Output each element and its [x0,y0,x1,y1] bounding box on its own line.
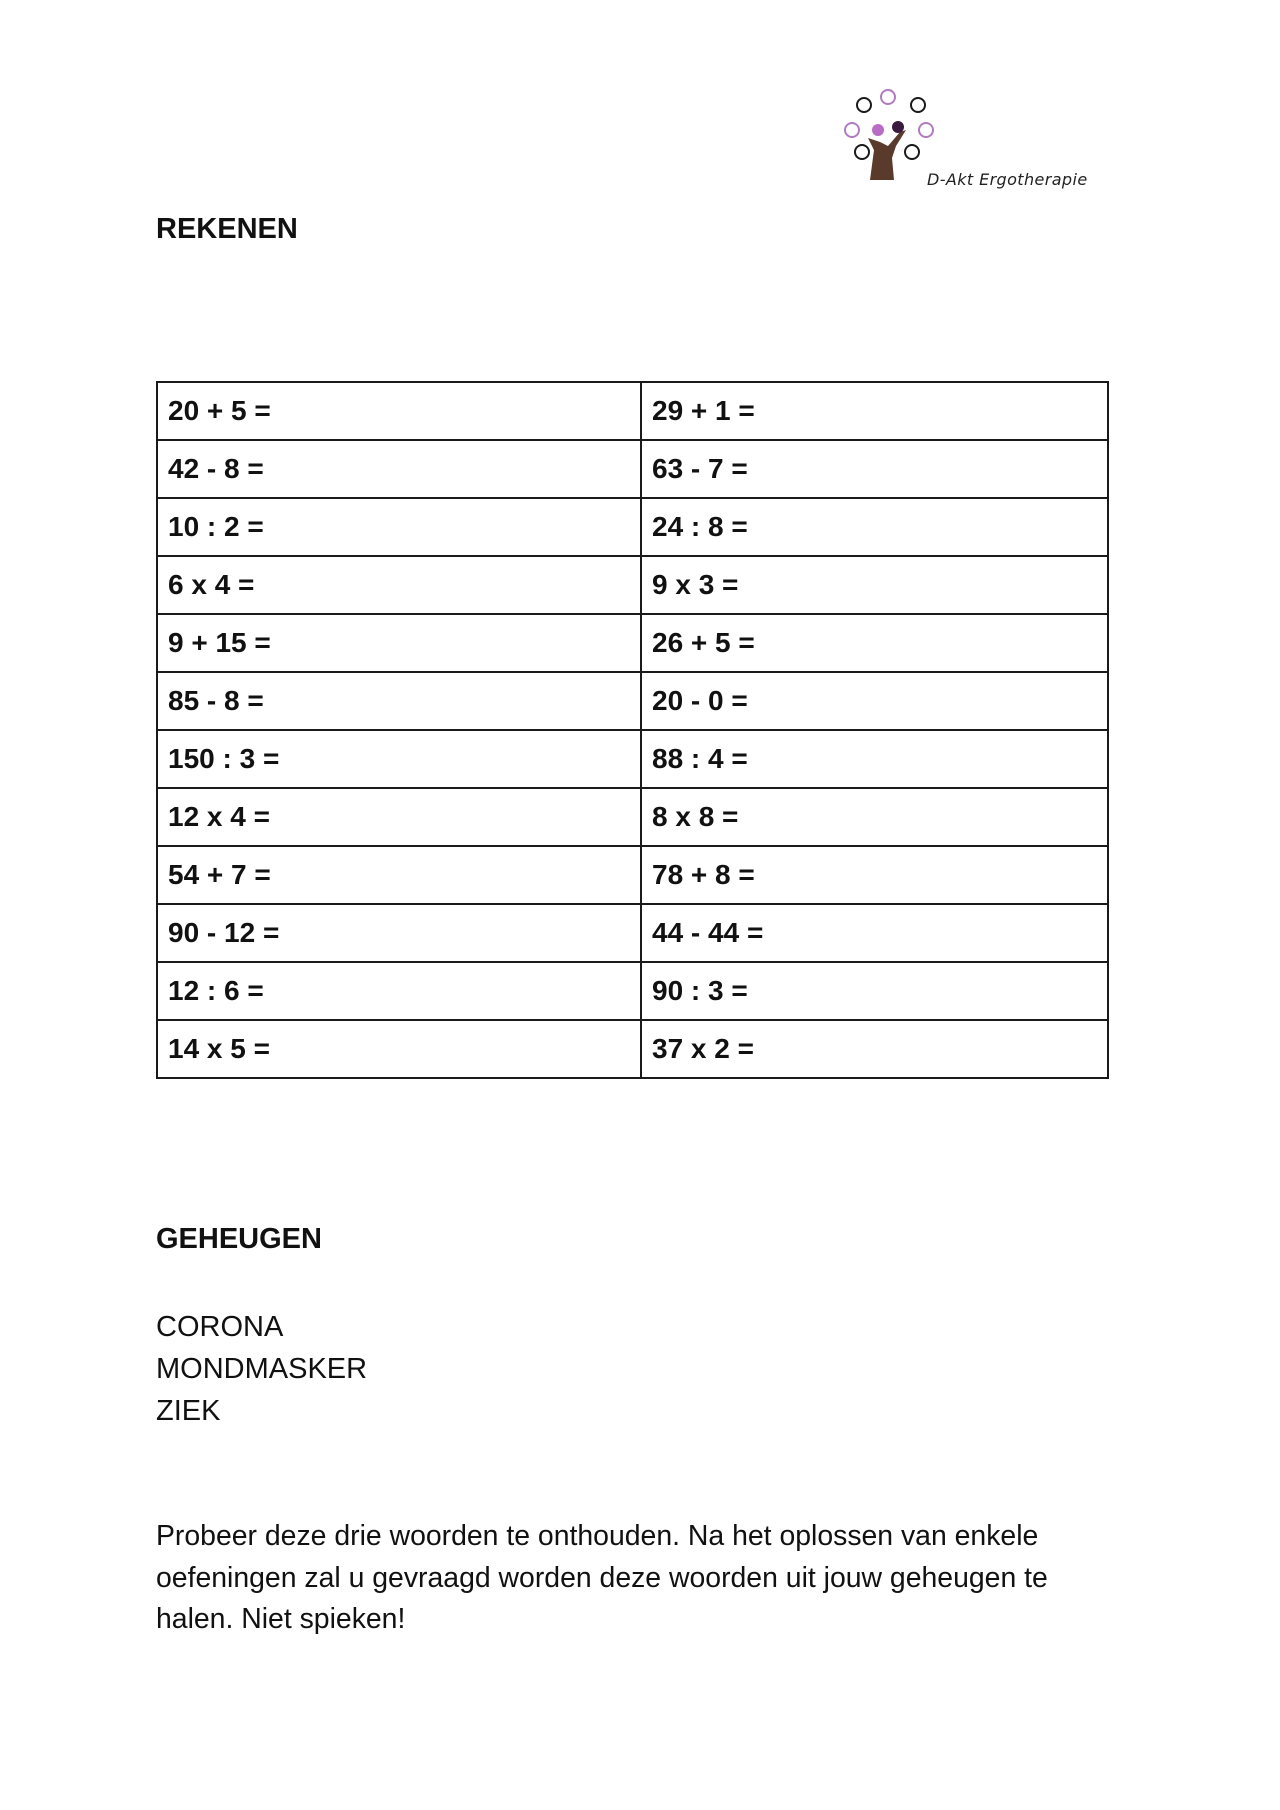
exercise-cell: 150 : 3 = [157,730,641,788]
exercise-cell: 12 : 6 = [157,962,641,1020]
instruction-line: halen. Niet spieken! [156,1603,406,1635]
exercise-cell: 78 + 8 = [641,846,1108,904]
exercise-cell: 90 - 12 = [157,904,641,962]
table-row [157,730,1108,788]
table-row [157,904,1108,962]
exercise-cell: 20 - 0 = [641,672,1108,730]
table-row [157,1020,1108,1078]
exercise-cell: 24 : 8 = [641,498,1108,556]
logo-text: D-Akt Ergotherapie [927,170,1088,189]
logo [840,80,1130,200]
exercise-cell: 26 + 5 = [641,614,1108,672]
table-row [157,672,1108,730]
table-row [157,962,1108,1020]
exercise-cell: 29 + 1 = [641,382,1108,440]
table-row [157,440,1108,498]
exercise-cell: 20 + 5 = [157,382,641,440]
table-row [157,614,1108,672]
arithmetic-table [156,381,1109,1079]
exercise-cell: 90 : 3 = [641,962,1108,1020]
section-title-geheugen: GEHEUGEN [156,1223,322,1255]
memory-word-list [156,1306,367,1432]
table-row [157,788,1108,846]
instruction-line: Probeer deze drie woorden te onthouden. Na het oplossen van enkele [156,1520,1039,1552]
memory-word: MONDMASKER [156,1353,368,1385]
exercise-cell: 6 x 4 = [157,556,641,614]
exercise-cell: 8 x 8 = [641,788,1108,846]
exercise-cell: 44 - 44 = [641,904,1108,962]
exercise-cell: 54 + 7 = [157,846,641,904]
exercise-cell: 37 x 2 = [641,1020,1108,1078]
exercise-cell: 10 : 2 = [157,498,641,556]
instruction-line: oefeningen zal u gevraagd worden deze woorden uit jouw geheugen te [156,1561,1048,1594]
exercise-cell: 9 x 3 = [641,556,1108,614]
table-row [157,498,1108,556]
exercise-cell: 14 x 5 = [157,1020,641,1078]
section-title-rekenen: REKENEN [156,213,298,245]
exercise-cell: 85 - 8 = [157,672,641,730]
table-row [157,846,1108,904]
memory-word: CORONA [156,1311,284,1343]
exercise-cell: 63 - 7 = [641,440,1108,498]
exercise-cell: 9 + 15 = [157,614,641,672]
exercise-cell: 12 x 4 = [157,788,641,846]
table-row [157,556,1108,614]
memory-word: ZIEK [156,1395,221,1427]
exercise-cell: 42 - 8 = [157,440,641,498]
table-row [157,382,1108,440]
instruction-paragraph [156,1516,1048,1641]
exercise-cell: 88 : 4 = [641,730,1108,788]
